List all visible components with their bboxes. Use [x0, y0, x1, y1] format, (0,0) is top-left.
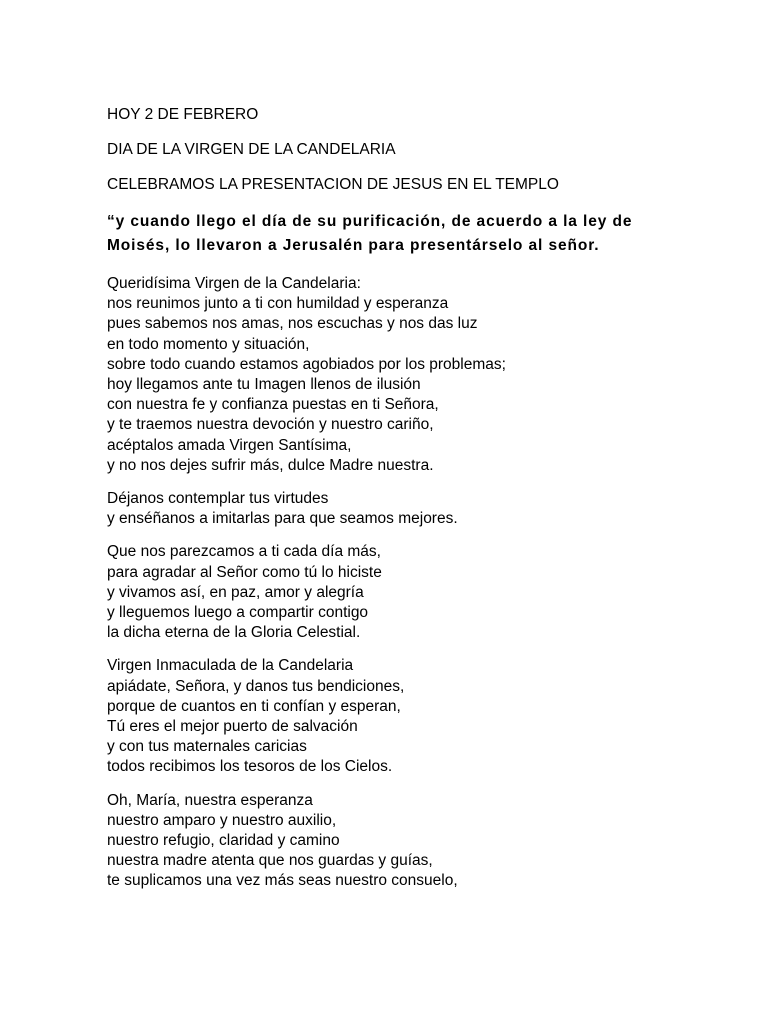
document-page	[107, 105, 707, 892]
heading-celebration: CELEBRAMOS LA PRESENTACION DE JESUS EN EL TEMPLO	[107, 176, 559, 193]
prayer-line: hoy llegamos ante tu Imagen llenos de ilusión	[107, 376, 421, 394]
prayer-line: pues sabemos nos amas, nos escuchas y nos das luz	[107, 315, 478, 333]
prayer-line: acéptalos amada Virgen Santísima,	[107, 436, 352, 454]
prayer-line: nuestro amparo y nuestro auxilio,	[107, 811, 337, 829]
prayer-stanza-4	[107, 656, 707, 777]
prayer-line: nuestro refugio, claridad y camino	[107, 832, 340, 850]
prayer-line: y no nos dejes sufrir más, dulce Madre nuestra.	[107, 456, 434, 474]
prayer-stanza-5	[107, 791, 707, 892]
prayer-line: Virgen Inmaculada de la Candelaria	[107, 657, 354, 675]
prayer-line: y con tus maternales caricias	[107, 738, 307, 756]
prayer-line: y enséñanos a imitarlas para que seamos mejores.	[107, 510, 458, 528]
prayer-line: Que nos parezcamos a ti cada día más,	[107, 543, 381, 561]
prayer-line: te suplicamos una vez más seas nuestro consuelo,	[107, 872, 458, 890]
prayer-line: todos recibimos los tesoros de los Cielos.	[107, 758, 393, 776]
prayer-line: porque de cuantos en ti confían y esperan,	[107, 697, 401, 715]
prayer-line: apiádate, Señora, y danos tus bendiciones,	[107, 677, 405, 695]
prayer-stanza-1	[107, 274, 707, 476]
prayer-line: nuestra madre atenta que nos guardas y guías,	[107, 852, 433, 870]
bible-quote: “y cuando llego el día de su purificación, de acuerdo a la ley de Moisés, lo llevaron a Jerusalén para presentárselo al señor.	[107, 213, 633, 254]
prayer-line: la dicha eterna de la Gloria Celestial.	[107, 624, 361, 642]
prayer-line: nos reunimos junto a ti con humildad y esperanza	[107, 295, 449, 313]
prayer-line: con nuestra fe y confianza puestas en ti Señora,	[107, 396, 439, 414]
prayer-line: sobre todo cuando estamos agobiados por los problemas;	[107, 355, 506, 373]
prayer-line: y lleguemos luego a compartir contigo	[107, 604, 369, 622]
prayer-line: Déjanos contemplar tus virtudes	[107, 490, 329, 508]
prayer-line: y vivamos así, en paz, amor y alegría	[107, 583, 364, 601]
heading-date: HOY 2 DE FEBRERO	[107, 106, 259, 123]
prayer-stanza-2	[107, 489, 707, 529]
prayer-line: y te traemos nuestra devoción y nuestro cariño,	[107, 416, 434, 434]
prayer-stanza-3	[107, 542, 707, 643]
prayer-line: Oh, María, nuestra esperanza	[107, 791, 313, 809]
prayer-line: Tú eres el mejor puerto de salvación	[107, 718, 358, 736]
prayer-line: en todo momento y situación,	[107, 335, 310, 353]
prayer-line: Queridísima Virgen de la Candelaria:	[107, 275, 361, 292]
prayer-line: para agradar al Señor como tú lo hiciste	[107, 563, 382, 581]
heading-feast: DIA DE LA VIRGEN DE LA CANDELARIA	[107, 141, 396, 158]
